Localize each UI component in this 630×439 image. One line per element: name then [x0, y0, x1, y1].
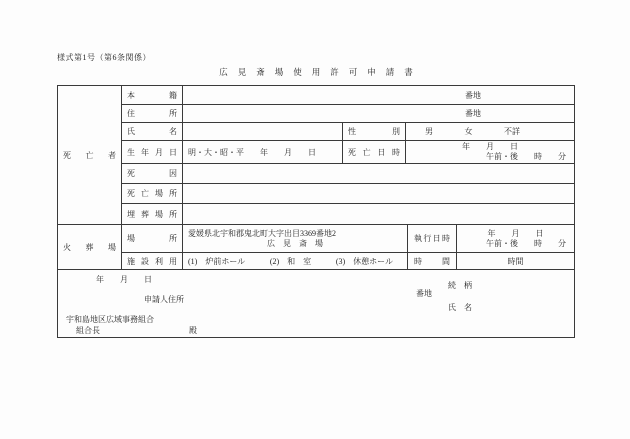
page-title: 広見斎場使用許可申請書 [219, 67, 423, 77]
application-date-line: 年 月 日 [96, 275, 152, 284]
crematorium-name: 広 見 斎 場 [267, 238, 323, 248]
exec-datetime-input-area [457, 225, 574, 252]
burial-place-input-area [183, 204, 574, 224]
row-death-place [122, 184, 574, 204]
burial-place-label: 埋葬場所 [127, 209, 177, 219]
applicant-address-label: 申請人住所 [144, 295, 184, 304]
sex-option-male: 男 [425, 127, 433, 136]
deceased-group-label: 死亡者 [63, 150, 116, 160]
name-input-area [183, 123, 343, 140]
row-birthdate-deathtime [122, 141, 574, 164]
deceased-group-label-cell [58, 86, 122, 224]
facility-option-hall: (1) 炉前ホール [188, 256, 246, 266]
death-cause-input-area [183, 164, 574, 183]
birthdate-era-options: 明・大・昭・平 年 月 日 [183, 141, 343, 163]
row-death-cause [122, 164, 574, 184]
sex-option-unknown: 不詳 [504, 127, 520, 136]
hours-label: 時間 [414, 256, 450, 266]
facility-options [183, 253, 408, 269]
address-label: 住所 [127, 109, 177, 118]
row-facility-use [122, 253, 574, 269]
relationship-label: 続 柄 [448, 281, 472, 290]
row-burial-place [122, 204, 574, 224]
exec-datetime-label: 執行日時 [414, 234, 450, 243]
honorific-label: 殿 [189, 326, 197, 335]
sex-options [406, 123, 574, 140]
section-applicant [58, 270, 574, 337]
crematorium-group-label: 火葬場 [63, 242, 116, 252]
exec-date-line: 年 月 日 [487, 228, 544, 238]
death-datetime-label: 死亡日時 [348, 147, 400, 157]
legal-domicile-input-area [183, 86, 574, 104]
applicant-name-label: 氏 名 [448, 303, 472, 312]
section-deceased [58, 86, 574, 225]
death-date-line: 年 月 日 [462, 142, 518, 151]
death-place-input-area [183, 184, 574, 203]
row-legal-domicile [122, 86, 574, 105]
form-number: 様式第1号（第6条関係） [57, 53, 151, 62]
sex-option-female: 女 [464, 127, 473, 136]
sex-label: 性別 [348, 127, 400, 136]
name-label: 氏名 [127, 127, 177, 136]
hours-input-area [457, 253, 574, 269]
row-name-sex [122, 123, 574, 141]
crematorium-address: 愛媛県北宇和郡鬼北町大字出目3369番地2 [188, 228, 336, 238]
union-chief-label: 組合長 [76, 326, 100, 335]
row-address [122, 105, 574, 123]
death-cause-label: 死因 [127, 169, 177, 178]
facility-option-washitsu: (2) 和 室 [269, 256, 312, 266]
legal-domicile-banchi-suffix: 番地 [465, 90, 481, 100]
birthdate-label: 生年月日 [127, 147, 177, 157]
crematorium-place-label: 場所 [127, 234, 177, 243]
address-banchi-suffix: 番地 [465, 109, 481, 118]
death-datetime-input-area [406, 141, 574, 163]
crematorium-group-label-cell [58, 225, 122, 269]
legal-domicile-label: 本籍 [127, 90, 177, 100]
application-form-table [57, 85, 575, 338]
section-crematorium [58, 225, 574, 270]
row-crematorium-place [122, 225, 574, 253]
hours-unit: 時間 [507, 256, 524, 266]
facility-option-rest-hall: (3) 休憩ホール [335, 256, 393, 266]
crematorium-place-value [183, 225, 408, 252]
address-input-area [183, 105, 574, 122]
exec-time-line: 午前・後 時 分 [486, 238, 566, 248]
union-name: 宇和島地区広域事務組合 [66, 315, 154, 324]
applicant-banchi-suffix: 番地 [416, 289, 432, 298]
facility-use-label: 施設利用 [127, 256, 177, 266]
death-place-label: 死亡場所 [127, 189, 177, 198]
death-time-line: 午前・後 時 分 [486, 152, 566, 161]
